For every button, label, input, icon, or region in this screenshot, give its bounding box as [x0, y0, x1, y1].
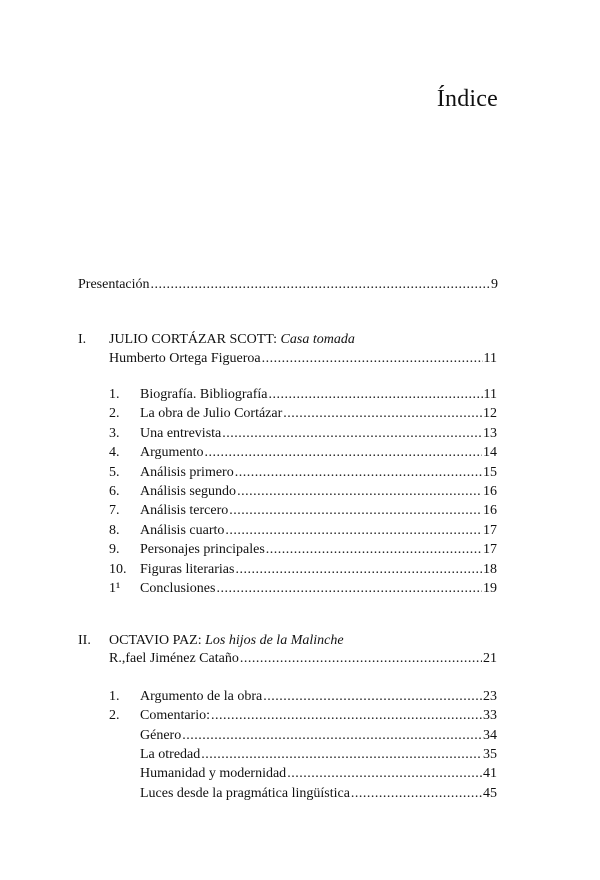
toc-item-page: 14: [483, 445, 497, 461]
dot-leader: [235, 561, 482, 579]
toc-item-page: 13: [483, 425, 497, 441]
toc-item[interactable]: [140, 765, 497, 783]
toc-item-number: 9.: [109, 542, 120, 558]
toc-entry-label: Presentación: [78, 277, 150, 292]
section-numeral: I.: [78, 332, 87, 347]
toc-item-page: 35: [483, 747, 497, 763]
toc-entry-page: 21: [483, 651, 497, 666]
dot-leader: [287, 765, 482, 783]
toc-item-number: 1¹: [109, 581, 121, 596]
toc-item-page: 19: [483, 581, 497, 596]
section-numeral: II.: [78, 633, 91, 648]
toc-entry-contributor[interactable]: [109, 650, 497, 668]
toc-item-number: 6.: [109, 484, 120, 499]
toc-item-number: 7.: [109, 503, 120, 519]
toc-item-label: Figuras literarias: [140, 561, 235, 577]
dot-leader: [240, 650, 482, 668]
toc-item-label: Comentario:: [140, 708, 210, 724]
toc-item-number: 2.: [109, 406, 120, 422]
toc-item-page: 15: [483, 464, 497, 480]
section-author: JULIO CORTÁZAR SCOTT:: [109, 332, 278, 347]
toc-entry-label: R.,fael Jiménez Cataño: [109, 651, 239, 666]
toc-item-page: 18: [483, 561, 497, 577]
toc-item[interactable]: [140, 727, 497, 745]
dot-leader: [262, 350, 483, 368]
toc-entry-page: 11: [483, 351, 497, 366]
toc-item-label: Humanidad y modernidad: [140, 766, 287, 782]
section-author: OCTAVIO PAZ:: [109, 633, 202, 648]
toc-item-page: 12: [483, 406, 497, 422]
toc-item-number: 1.: [109, 689, 120, 704]
dot-leader: [211, 707, 482, 725]
toc-item-number: 10.: [109, 561, 127, 577]
dot-leader: [205, 444, 482, 462]
section-work-title: Casa tomada: [280, 332, 355, 347]
dot-leader: [225, 522, 482, 540]
toc-entry-contributor[interactable]: [109, 350, 497, 368]
toc-item-label: Una entrevista: [140, 425, 222, 441]
toc-item[interactable]: [140, 746, 497, 764]
toc-item-number: 3.: [109, 425, 120, 441]
dot-leader: [235, 464, 482, 482]
toc-item-page: 16: [483, 484, 497, 499]
toc-item-label: Argumento de la obra: [140, 689, 263, 704]
section-heading: [109, 632, 344, 650]
toc-item-label: Argumento: [140, 445, 204, 461]
toc-item-label: Análisis segundo: [140, 484, 237, 499]
toc-item[interactable]: [140, 522, 497, 540]
toc-item[interactable]: [140, 785, 497, 803]
toc-item-page: 23: [483, 689, 497, 704]
toc-item-page: 34: [483, 728, 497, 743]
toc-item-label: Análisis cuarto: [140, 522, 225, 538]
toc-item-label: Conclusiones: [140, 581, 216, 596]
toc-item[interactable]: [140, 483, 497, 501]
dot-leader: [229, 502, 482, 520]
toc-item-label: La obra de Julio Cortázar: [140, 406, 283, 422]
toc-entry-page: 9: [491, 277, 498, 292]
toc-item-number: 2.: [109, 708, 120, 724]
toc-item[interactable]: [140, 688, 497, 706]
toc-item[interactable]: [140, 502, 497, 520]
dot-leader: [263, 688, 482, 706]
dot-leader: [283, 405, 482, 423]
toc-item-page: 41: [483, 766, 497, 782]
toc-item[interactable]: [140, 464, 497, 482]
toc-item-page: 11: [483, 387, 497, 402]
dot-leader: [151, 276, 490, 294]
dot-leader: [351, 785, 482, 803]
toc-item-number: 5.: [109, 464, 120, 480]
toc-item[interactable]: [140, 541, 497, 559]
toc-item-page: 17: [483, 522, 497, 538]
dot-leader: [237, 483, 482, 501]
toc-item-label: Análisis tercero: [140, 503, 229, 519]
toc-item[interactable]: [140, 425, 497, 443]
dot-leader: [266, 541, 482, 559]
dot-leader: [222, 425, 482, 443]
toc-item-label: Personajes principales: [140, 542, 265, 558]
section-heading: [109, 331, 355, 349]
toc-entry-presentacion[interactable]: [78, 276, 498, 294]
toc-item[interactable]: [140, 386, 497, 404]
toc-item-page: 45: [483, 785, 497, 801]
page-title: Índice: [436, 86, 498, 112]
dot-leader: [182, 727, 482, 745]
toc-item[interactable]: [140, 444, 497, 462]
toc-item-label: Análisis primero: [140, 464, 234, 480]
toc-item[interactable]: [140, 707, 497, 725]
toc-entry-label: Humberto Ortega Figueroa: [109, 351, 261, 366]
toc-item-number: 8.: [109, 522, 120, 538]
dot-leader: [201, 746, 482, 764]
toc-item-label: La otredad: [140, 747, 201, 763]
toc-item[interactable]: [140, 405, 497, 423]
toc-item[interactable]: [140, 561, 497, 579]
toc-item[interactable]: [140, 580, 497, 598]
section-work-title: Los hijos de la Malinche: [205, 633, 344, 648]
dot-leader: [269, 386, 483, 404]
toc-item-label: Biografía. Bibliografía: [140, 387, 268, 402]
toc-item-label: Luces desde la pragmática lingüística: [140, 785, 350, 801]
toc-item-page: 16: [483, 503, 497, 519]
toc-item-label: Género: [140, 728, 182, 743]
toc-item-page: 17: [483, 542, 497, 558]
dot-leader: [216, 580, 482, 598]
toc-item-number: 4.: [109, 445, 120, 461]
toc-item-number: 1.: [109, 387, 120, 402]
toc-item-page: 33: [483, 708, 497, 724]
